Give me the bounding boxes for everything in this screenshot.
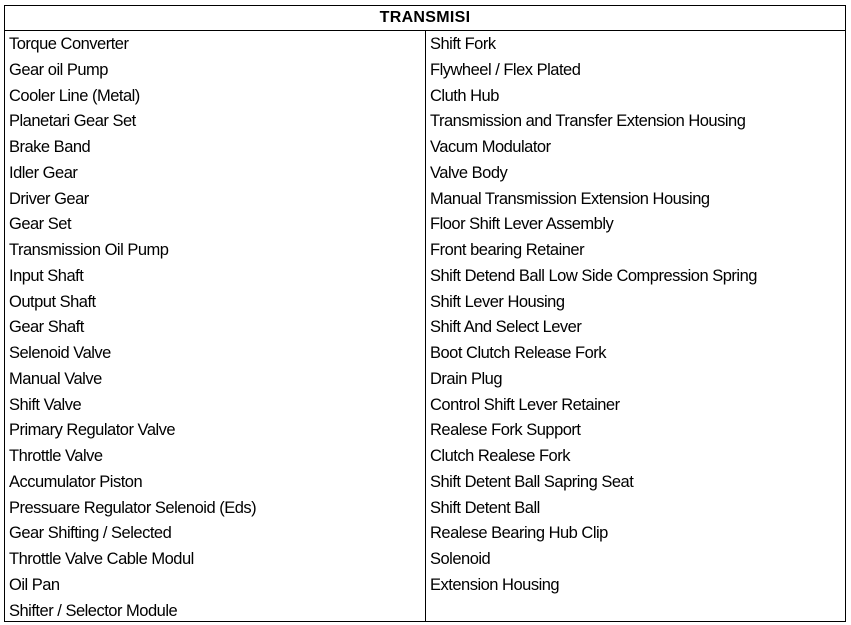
right-column-cell: Drain Plug	[430, 369, 503, 388]
left-column-cell: Shifter / Selector Module	[9, 601, 178, 620]
transmisi-table	[4, 5, 846, 622]
left-column-cell: Input Shaft	[9, 266, 84, 285]
left-column-cell: Oil Pan	[9, 575, 60, 594]
right-column-cell: Boot Clutch Release Fork	[430, 344, 607, 362]
left-column-cell: Torque Converter	[9, 35, 129, 53]
right-column-cell: Front bearing Retainer	[430, 241, 585, 259]
left-column-cell: Idler Gear	[9, 163, 78, 182]
right-column-cell: Solenoid	[430, 550, 491, 568]
left-column-cell: Manual Valve	[9, 369, 102, 388]
right-column-cell: Flywheel / Flex Plated	[430, 60, 581, 79]
right-column-cell: Shift Detent Ball	[430, 498, 540, 517]
left-column-cell: Output Shaft	[9, 292, 96, 311]
right-column-cell: Realese Bearing Hub Clip	[430, 524, 608, 543]
left-column-cell: Cooler Line (Metal)	[9, 86, 140, 105]
left-column-cell: Gear oil Pump	[9, 60, 108, 79]
right-column-cell: Vacum Modulator	[430, 138, 551, 156]
right-column-cell: Manual Transmission Extension Housing	[430, 189, 710, 208]
left-column-cell: Primary Regulator Valve	[9, 421, 176, 440]
left-column-cell: Gear Shifting / Selected	[9, 524, 172, 543]
left-column-cell: Selenoid Valve	[9, 344, 111, 362]
left-column-cell: Gear Shaft	[9, 318, 84, 337]
right-column-cell: Clutch Realese Fork	[430, 447, 570, 465]
right-column-cell: Valve Body	[430, 163, 508, 182]
right-column-cell: Floor Shift Lever Assembly	[430, 215, 614, 234]
left-column-cell: Driver Gear	[9, 189, 89, 208]
left-column-cell: Brake Band	[9, 138, 91, 156]
right-column-cell: Extension Housing	[430, 575, 560, 594]
table-title: TRANSMISI	[5, 6, 845, 31]
left-column-cell: Transmission Oil Pump	[9, 241, 169, 259]
right-column-cell: Shift Detend Ball Low Side Compression Spring	[430, 266, 757, 285]
right-column-cell: Shift Fork	[430, 35, 496, 53]
left-column-cell: Pressuare Regulator Selenoid (Eds)	[9, 498, 257, 517]
table-body	[5, 31, 845, 621]
right-column-cell: Realese Fork Support	[430, 421, 581, 440]
right-column	[426, 31, 845, 621]
left-column-cell: Throttle Valve	[9, 447, 103, 465]
right-column-cell: Shift And Select Lever	[430, 318, 582, 337]
right-column-cell: Cluth Hub	[430, 86, 499, 105]
left-column-cell: Throttle Valve Cable Modul	[9, 550, 194, 568]
right-column-cell: Shift Lever Housing	[430, 292, 565, 311]
left-column-cell: Shift Valve	[9, 395, 82, 414]
left-column-cell: Gear Set	[9, 215, 72, 234]
right-column-cell: Transmission and Transfer Extension Housing	[430, 112, 746, 131]
right-column-cell: Shift Detent Ball Sapring Seat	[430, 472, 634, 491]
left-column-cell: Accumulator Piston	[9, 472, 143, 491]
left-column-cell: Planetari Gear Set	[9, 112, 136, 131]
right-column-cell: Control Shift Lever Retainer	[430, 395, 620, 414]
left-column	[5, 31, 426, 621]
